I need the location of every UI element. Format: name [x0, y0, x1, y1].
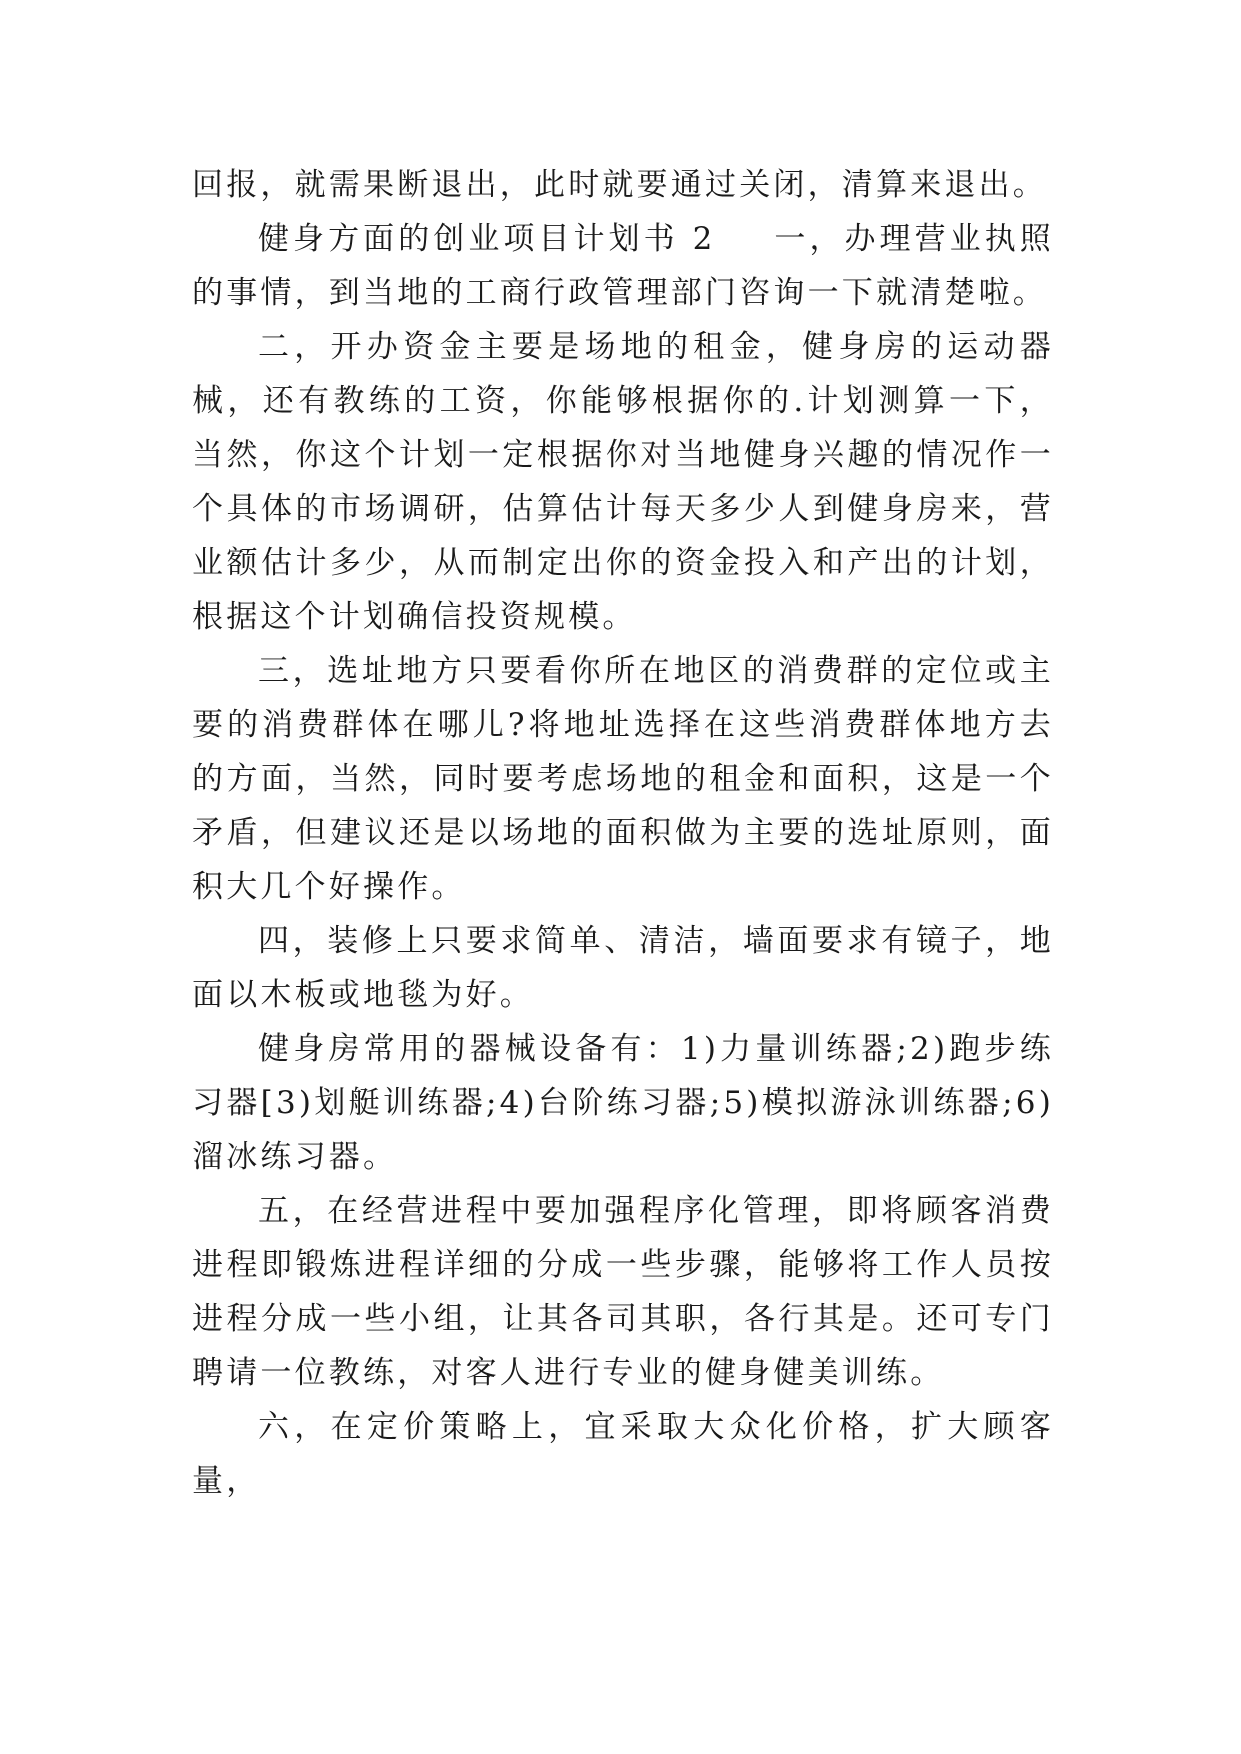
paragraph-6 [192, 1022, 1054, 1184]
section-title: 健身方面的创业项目计划书 2 [258, 221, 716, 257]
paragraph-text: 二，开办资金主要是场地的租金，健身房的运动器械，还有教练的工资，你能够根据你的.计划测算一下，当然，你这个计划一定根据你对当地健身兴趣的情况作一个具体的市场调研，估算估计每天多少人到健身房来，营业额估计多少，从而制定出你的资金投入和产出的计划，根据这个计划确信投资规模。 [192, 329, 1054, 635]
paragraph-text: 三，选址地方只要看你所在地区的消费群的定位或主要的消费群体在哪儿?将地址选择在这些消费群体地方去的方面，当然，同时要考虑场地的租金和面积，这是一个矛盾，但建议还是以场地的面积做为主要的选址原则，面积大几个好操作。 [192, 653, 1054, 905]
paragraph-3 [192, 320, 1054, 644]
paragraph-2 [192, 212, 1054, 320]
paragraph-8 [192, 1400, 1054, 1508]
paragraph-text: 六，在定价策略上，宜采取大众化价格，扩大顾客量， [192, 1409, 1054, 1499]
paragraph-4 [192, 644, 1054, 914]
paragraph-7 [192, 1184, 1054, 1400]
paragraph-text: 回报，就需果断退出，此时就要通过关闭，清算来退出。 [192, 167, 1047, 203]
paragraph-5 [192, 914, 1054, 1022]
paragraph-text: 五，在经营进程中要加强程序化管理，即将顾客消费进程即锻炼进程详细的分成一些步骤，能够将工作人员按进程分成一些小组，让其各司其职，各行其是。还可专门聘请一位教练，对客人进行专业的健身健美训练。 [192, 1193, 1054, 1391]
paragraph-text: 一，办理营业执照的事情，到当地的工商行政管理部门咨询一下就清楚啦。 [192, 221, 1054, 311]
paragraph-1 [192, 158, 1054, 212]
paragraph-text: 健身房常用的器械设备有：1)力量训练器;2)跑步练习器[3)划艇训练器;4)台阶练习器;5)模拟游泳训练器;6)溜冰练习器。 [192, 1031, 1054, 1175]
document-body [192, 158, 1054, 1508]
paragraph-text: 四，装修上只要求简单、清洁，墙面要求有镜子，地面以木板或地毯为好。 [192, 923, 1054, 1013]
